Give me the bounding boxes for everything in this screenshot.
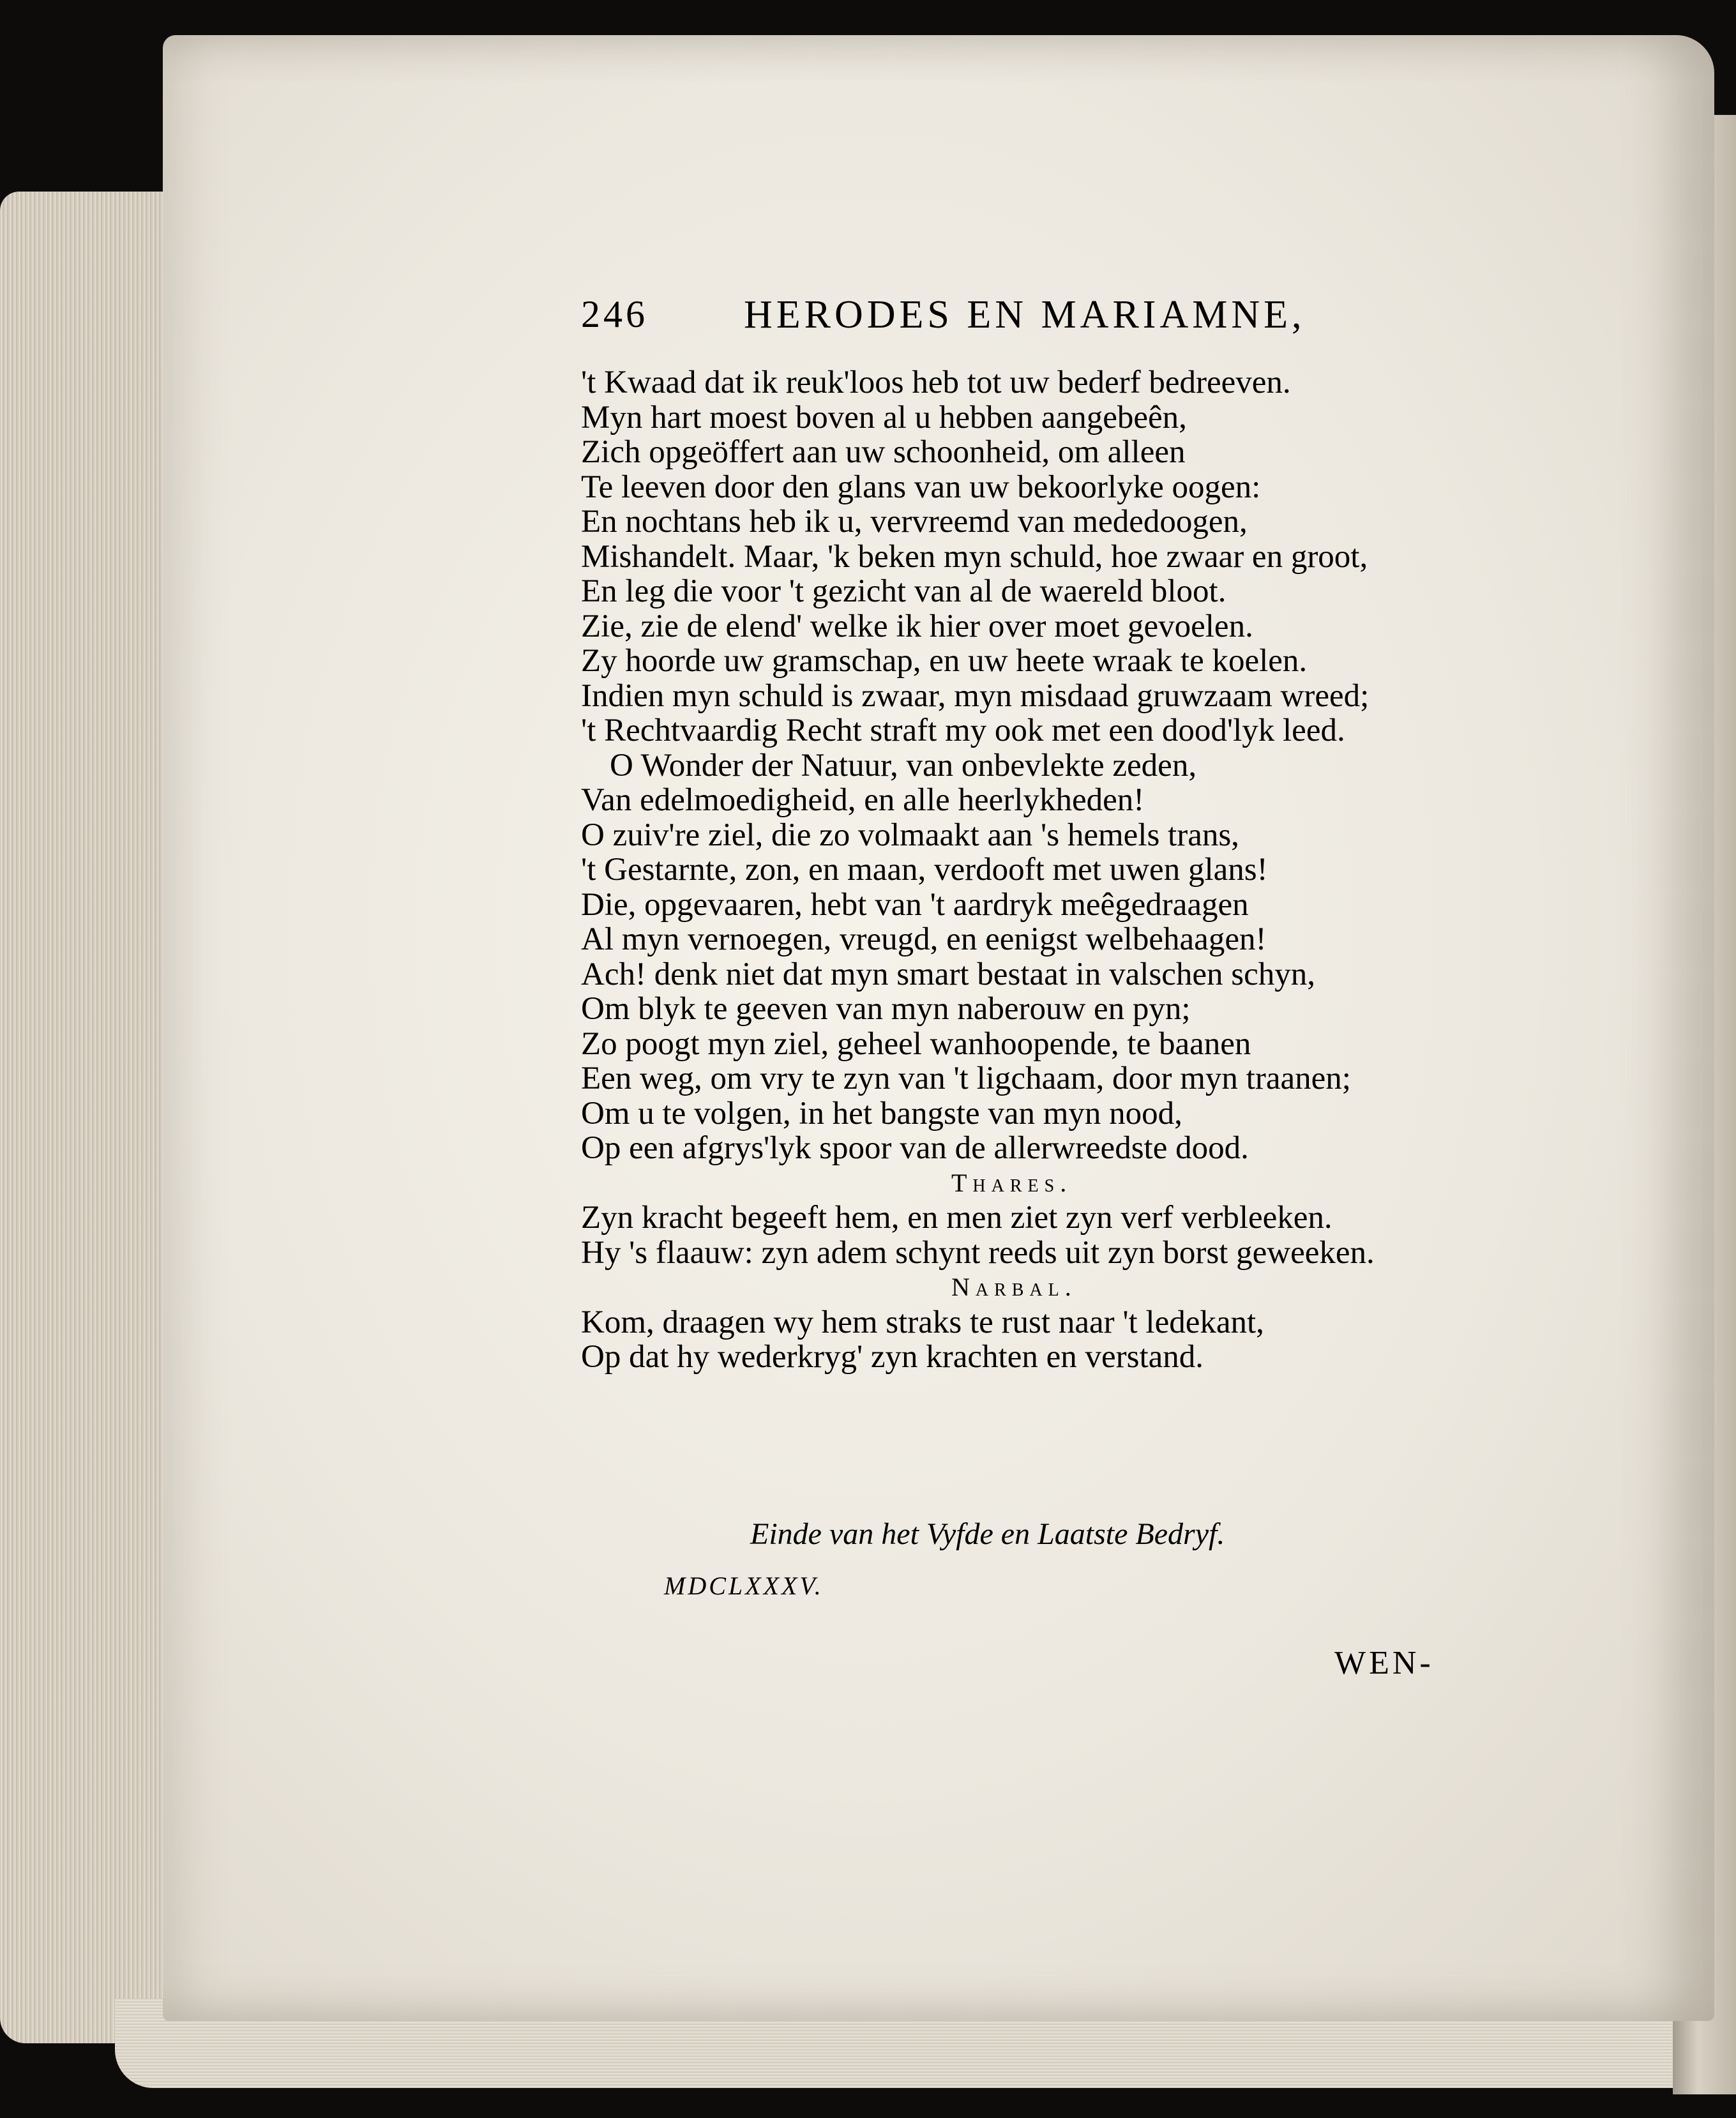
verse-line: Van edelmoedigheid, en alle heerlykheden!	[581, 782, 1145, 818]
verse-line: Al myn vernoegen, vreugd, en eenigst welbehaagen!	[581, 921, 1267, 957]
verse-line: En nochtans heb ik u, vervreemd van mededoogen,	[581, 504, 1248, 540]
verse-line: Op een afgrys'lyk spoor van de allerwreedste dood.	[581, 1130, 1249, 1166]
verse-line: Zo poogt myn ziel, geheel wanhoopende, te baanen	[581, 1025, 1251, 1062]
verse-line: Zie, zie de elend' welke ik hier over moet gevoelen.	[581, 608, 1253, 644]
verse-line: Om blyk te geeven van myn naberouw en pyn;	[581, 991, 1191, 1027]
speaker-name-narbal: Narbal.	[951, 1273, 1077, 1301]
verse-line: 't Rechtvaardig Recht straft my ook met een dood'lyk leed.	[581, 713, 1345, 748]
page-header	[581, 292, 1411, 344]
verse-line: Ach! denk niet dat myn smart bestaat in valschen schyn,	[581, 956, 1316, 992]
act-end-note: Einde van het Vyfde en Laatste Bedryf.	[750, 1517, 1225, 1551]
speaker-name-thares: Thares.	[951, 1168, 1073, 1197]
verse-line: Indien myn schuld is zwaar, myn misdaad gruwzaam wreed;	[581, 677, 1370, 714]
catchword: WEN-	[1334, 1645, 1434, 1681]
verse-line: Hy 's flaauw: zyn adem schynt reeds uit zyn borst geweeken.	[581, 1234, 1375, 1271]
page-number: 246	[581, 293, 648, 335]
verse-line: Op dat hy wederkryg' zyn krachten en verstand.	[581, 1339, 1204, 1375]
verse-line: O zuiv're ziel, die zo volmaakt aan 's hemels trans,	[581, 817, 1239, 853]
publication-date: MDCLXXXV.	[664, 1571, 824, 1600]
verse-line: Mishandelt. Maar, 'k beken myn schuld, hoe zwaar en groot,	[581, 538, 1368, 575]
verse-line: Kom, draagen wy hem straks te rust naar 't ledekant,	[581, 1304, 1264, 1340]
verse-line: Zich opgeöffert aan uw schoonheid, om alleen	[581, 434, 1186, 470]
verse-line: Zyn kracht begeeft hem, en men ziet zyn verf verbleeken.	[581, 1200, 1332, 1236]
verse-line: 't Gestarnte, zon, en maan, verdooft met uwen glans!	[581, 852, 1268, 888]
verse-line: O Wonder der Natuur, van onbevlekte zeden,	[610, 747, 1197, 783]
verse-line: Zy hoorde uw gramschap, en uw heete wraak te koelen.	[581, 643, 1308, 679]
verse-line: Myn hart moest boven al u hebben aangebeên,	[581, 399, 1187, 435]
verse-line: Een weg, om vry te zyn van 't ligchaam, door myn traanen;	[581, 1061, 1351, 1096]
verse-line: 't Kwaad dat ik reuk'loos heb tot uw bederf bedreeven.	[581, 365, 1291, 400]
verse-line: Die, opgevaaren, hebt van 't aardryk meêgedraagen	[581, 886, 1249, 923]
verse-line: Om u te volgen, in het bangste van myn nood,	[581, 1095, 1182, 1131]
running-title: HERODES EN MARIAMNE,	[744, 293, 1306, 337]
verse-text	[581, 365, 1539, 1375]
page-fore-edge	[0, 192, 179, 2043]
verse-line: Te leeven door den glans van uw bekoorlyke oogen:	[581, 469, 1261, 505]
verse-line: En leg die voor 't gezicht van al de waereld bloot.	[581, 573, 1227, 609]
